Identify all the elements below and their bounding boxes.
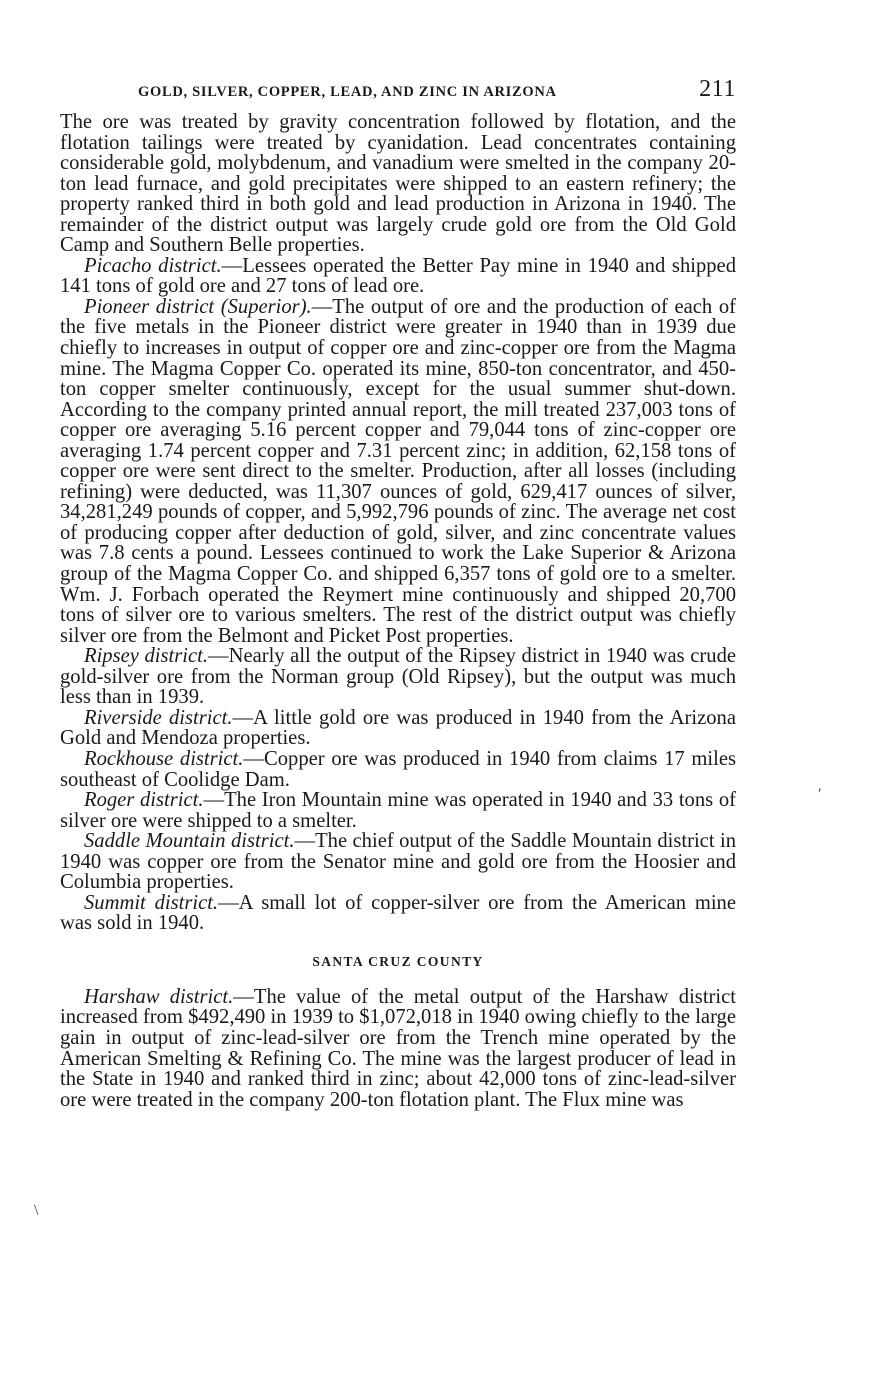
stray-print-mark: ′ bbox=[818, 786, 822, 803]
paragraph-riverside-district bbox=[60, 708, 736, 749]
district-name: Rockhouse district. bbox=[84, 747, 244, 770]
paragraph-picacho-district bbox=[60, 256, 736, 297]
district-name: Harshaw district. bbox=[84, 985, 234, 1008]
stray-print-mark: \ bbox=[34, 1202, 39, 1219]
paragraph-continued bbox=[60, 112, 736, 256]
district-name: Riverside district. bbox=[84, 706, 233, 729]
paragraph-text: —The value of the metal output of the Harshaw district increased from $492,490 in 1939 to $1,072,018 in 1940 owing chiefly to the large gain in output of zinc-lead-silver ore from the Trench mine operated by the American Smelting & Refining Co. The mine was the largest producer of lead in the State in 1940 and ranked third in zinc; about 42,000 tons of zinc-lead-silver ore were treated in the company 200-ton flotation plant. The Flux mine was bbox=[60, 985, 736, 1111]
district-name: Pioneer district (Superior). bbox=[84, 295, 312, 318]
district-name: Saddle Mountain district. bbox=[84, 830, 295, 853]
document-page bbox=[60, 74, 736, 1110]
paragraph-summit-district bbox=[60, 893, 736, 934]
paragraph-roger-district bbox=[60, 790, 736, 831]
paragraph-harshaw-district bbox=[60, 987, 736, 1110]
paragraph-ripsey-district bbox=[60, 646, 736, 708]
running-title: GOLD, SILVER, COPPER, LEAD, AND ZINC IN ARIZONA bbox=[138, 84, 557, 100]
district-name: Picacho district. bbox=[84, 254, 222, 277]
paragraph-text: —The chief output of the Saddle Mountain district in 1940 was copper ore from the Senator mine and gold ore from the Hoosier and Columbia properties. bbox=[60, 830, 736, 894]
paragraph-text: —Nearly all the output of the Ripsey district in 1940 was crude gold-silver ore from the Norman group (Old Ripsey), but the output was much less than in 1939. bbox=[60, 645, 737, 709]
paragraph-text: —The output of ore and the production of each of the five metals in the Pioneer district were greater in 1940 than in 1939 due chiefly to increases in output of copper ore and zinc-copper ore from the Magma mine. The Magma Copper Co. operated its mine, 850-ton concentrator, and 450-ton copper smelter continuously, except for the usual summer shut-down. According to the company printed annual report, the mill treated 237,003 tons of copper ore averaging 5.16 percent copper and 79,044 tons of zinc-copper ore averaging 1.74 percent copper and 7.31 percent zinc; in addition, 62,158 tons of copper ore were sent direct to the smelter. Production, after all losses (including refining) were deducted, was 11,307 ounces of gold, 629,417 ounces of silver, 34,281,249 pounds of copper, and 5,992,796 pounds of zinc. The average net cost of producing copper after deduction of gold, silver, and zinc concentrate values was 7.8 cents a pound. Lessees continued to work the Lake Superior & Arizona group of the Magma Copper Co. and shipped 6,357 tons of gold ore to a smelter. Wm. J. Forbach operated the Reymert mine continuously and shipped 20,700 tons of silver ore to various smelters. The rest of the district output was chiefly silver ore from the Belmont and Picket Post properties. bbox=[60, 295, 736, 647]
paragraph-saddle-mountain-district bbox=[60, 831, 736, 893]
district-name: Roger district. bbox=[84, 789, 204, 812]
paragraph-text: —Lessees operated the Better Pay mine in 1940 and shipped 141 tons of gold ore and 27 tons of lead ore. bbox=[60, 254, 736, 298]
paragraph-rockhouse-district bbox=[60, 749, 736, 790]
district-name: Summit district. bbox=[84, 891, 219, 914]
paragraph-pioneer-district bbox=[60, 297, 736, 646]
paragraph-text: —Copper ore was produced in 1940 from claims 17 miles southeast of Coolidge Dam. bbox=[60, 747, 736, 791]
district-name: Ripsey district. bbox=[84, 645, 208, 668]
running-header bbox=[60, 74, 736, 112]
paragraph-text: —A little gold ore was produced in 1940 from the Arizona Gold and Mendoza properties. bbox=[60, 706, 736, 750]
body-text bbox=[60, 112, 736, 1110]
paragraph-text: —The Iron Mountain mine was operated in 1940 and 33 tons of silver ore were shipped to a smelter. bbox=[60, 789, 736, 832]
paragraph-text: —A small lot of copper-silver ore from the American mine was sold in 1940. bbox=[60, 891, 736, 935]
paragraph-text: The ore was treated by gravity concentration followed by flotation, and the flotation tailings were treated by cyanidation. Lead concentrates containing considerable gold, molybdenum, and vanadium were smelted in the company 20-ton lead furnace, and gold precipitates were shipped to an eastern refinery; the property ranked third in both gold and lead production in Arizona in 1940. The remainder of the district output was largely crude gold ore from the Old Gold Camp and Southern Belle properties. bbox=[60, 111, 736, 257]
page-number: 211 bbox=[699, 76, 736, 102]
section-heading-santa-cruz-county: SANTA CRUZ COUNTY bbox=[312, 953, 484, 969]
